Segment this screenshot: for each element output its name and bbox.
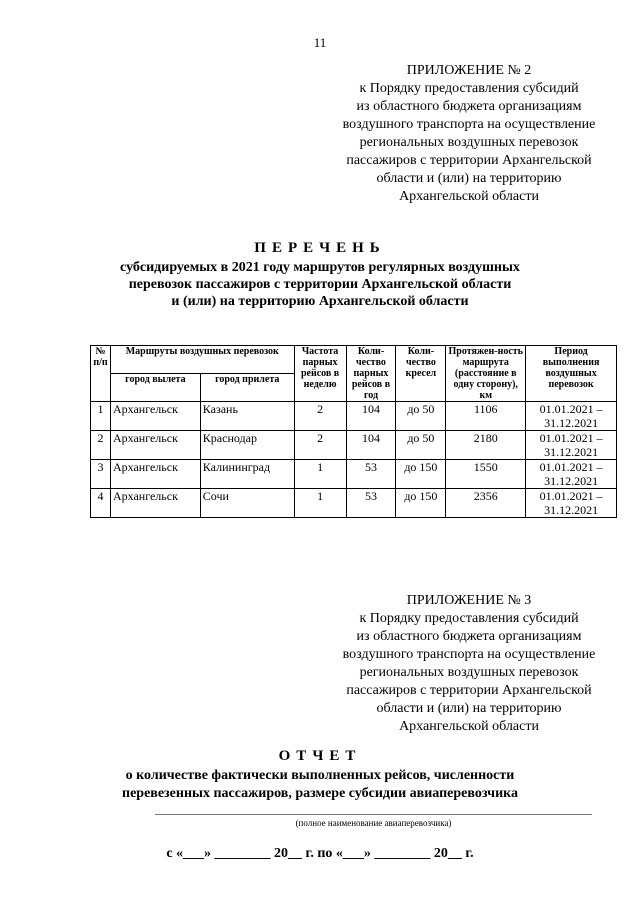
appendix-3-line: воздушного транспорта на осуществление [342,647,596,662]
table-row [91,489,617,518]
header-length: Протяжен-ность маршрута (расстояние в одну сторону), км [446,346,526,402]
cell-period [526,489,617,518]
report-line: о количестве фактически выполненных рейсов, численности [125,768,515,783]
cell-num: 4 [91,489,111,518]
perechen-subtitle [0,259,640,310]
perechen-line: субсидируемых в 2021 году маршрутов регулярных воздушных [120,260,520,275]
period-end: 31.12.2021 [544,474,599,488]
appendix-2-line: к Порядку предоставления субсидий [359,81,579,96]
appendix-3-line: области и (или) на территорию [376,701,562,716]
appendix-2-line: пассажиров с территории Архангельской [346,153,592,168]
cell-frequency: 1 [294,489,346,518]
cell-frequency: 2 [294,402,346,431]
appendix-2-line: Архангельской области [399,189,539,204]
cell-seats: до 50 [396,402,446,431]
period-start: 01.01.2021 – [539,402,603,416]
appendix-3-line: региональных воздушных перевозок [359,665,579,680]
appendix-3-line: к Порядку предоставления субсидий [359,611,579,626]
cell-from: Архангельск [110,402,200,431]
cell-pairs: 104 [346,402,396,431]
period-end: 31.12.2021 [544,445,599,459]
appendix-3-line: пассажиров с территории Архангельской [346,683,592,698]
cell-seats: до 50 [396,431,446,460]
cell-pairs: 53 [346,460,396,489]
cell-seats: до 150 [396,460,446,489]
appendix-2-header [320,62,618,206]
cell-period [526,431,617,460]
cell-to: Сочи [200,489,294,518]
appendix-2-line: воздушного транспорта на осуществление [342,117,596,132]
appendix-3-line: Архангельской области [399,719,539,734]
cell-num: 2 [91,431,111,460]
period-end: 31.12.2021 [544,416,599,430]
appendix-3-header [320,592,618,736]
cell-pairs: 104 [346,431,396,460]
cell-from: Архангельск [110,489,200,518]
appendix-3-title: ПРИЛОЖЕНИЕ № 3 [406,593,532,608]
header-departure: город вылета [110,374,200,402]
cell-length: 1550 [446,460,526,489]
header-period: Период выполнения воздушных перевозок [526,346,617,402]
cell-to: Казань [200,402,294,431]
report-subtitle [0,767,640,803]
period-start: 01.01.2021 – [539,431,603,445]
header-arrival: город прилета [200,374,294,402]
perechen-title: ПЕРЕЧЕНЬ [254,240,386,256]
page-number: 11 [313,35,327,50]
cell-pairs: 53 [346,489,396,518]
period-start: 01.01.2021 – [539,489,603,503]
appendix-2-line: региональных воздушных перевозок [359,135,579,150]
cell-length: 2180 [446,431,526,460]
cell-frequency: 1 [294,460,346,489]
cell-to: Краснодар [200,431,294,460]
header-pairs: Коли-чество парных рейсов в год [346,346,396,402]
period-end: 31.12.2021 [544,503,599,517]
period-start: 01.01.2021 – [539,460,603,474]
appendix-2-line: из областного бюджета организациям [356,99,582,114]
header-frequency: Частота парных рейсов в неделю [294,346,346,402]
header-routes: Маршруты воздушных перевозок [110,346,294,374]
appendix-3-line: из областного бюджета организациям [356,629,582,644]
carrier-name-caption: (полное наименование авиаперевозчика) [295,818,452,828]
cell-from: Архангельск [110,431,200,460]
cell-length: 2356 [446,489,526,518]
report-line: перевезенных пассажиров, размере субсидии авиаперевозчика [122,786,518,801]
cell-to: Калининград [200,460,294,489]
cell-period [526,460,617,489]
report-period: с «___» ________ 20__ г. по «___» ________ 20__ г. [166,846,474,861]
header-num: № п/п [91,346,111,402]
cell-length: 1106 [446,402,526,431]
perechen-line: перевозок пассажиров с территории Архангельской области [128,277,512,292]
table-row [91,460,617,489]
report-title: ОТЧЕТ [278,748,362,764]
appendix-2-title: ПРИЛОЖЕНИЕ № 2 [406,63,532,78]
routes-table [90,345,617,518]
cell-period [526,402,617,431]
header-seats: Коли-чество кресел [396,346,446,402]
perechen-line: и (или) на территорию Архангельской области [171,294,469,309]
cell-from: Архангельск [110,460,200,489]
cell-frequency: 2 [294,431,346,460]
appendix-2-line: области и (или) на территорию [376,171,562,186]
table-row [91,431,617,460]
table-row [91,402,617,431]
cell-num: 3 [91,460,111,489]
cell-num: 1 [91,402,111,431]
cell-seats: до 150 [396,489,446,518]
carrier-name-line [155,814,592,815]
